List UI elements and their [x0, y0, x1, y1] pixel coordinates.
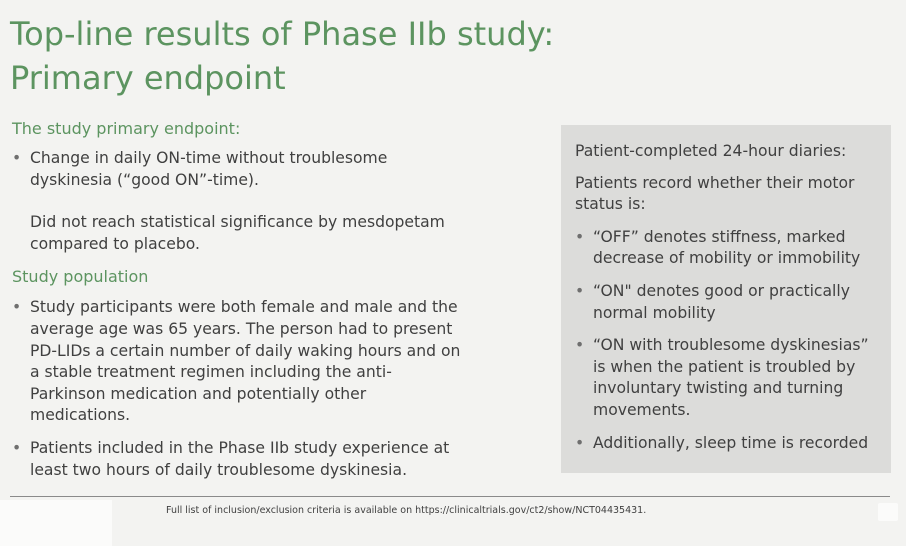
status-text: Additionally, sleep time is recorded — [593, 433, 869, 452]
status-text: “OFF” denotes stiffness, marked decrease of mobility or immobility — [593, 227, 861, 268]
list-item — [12, 148, 462, 191]
diary-info-box — [561, 125, 891, 473]
status-text: “ON with troublesome dyskinesias” is when the patient is troubled by involuntary twisting and turning movements. — [593, 336, 869, 419]
motor-status-list — [575, 227, 877, 454]
primary-endpoint-list — [12, 148, 462, 191]
primary-endpoint-note: Did not reach statistical significance by mesdopetam compared to placebo. — [30, 213, 445, 253]
left-column — [12, 118, 462, 481]
bullet-icon: • — [575, 227, 585, 246]
bullet-icon: • — [12, 298, 22, 317]
bullet-icon: • — [575, 336, 585, 355]
population-text: Study participants were both female and male and the average age was 65 years. The person had to present PD-LIDs a certain number of daily waking hours and on a stable treatment regimen including the anti-Parkinson medication and potentially other medications. — [30, 298, 461, 425]
bullet-icon: • — [12, 438, 22, 457]
corner-patch — [0, 500, 112, 546]
bullet-icon: • — [575, 433, 585, 452]
study-population-list — [12, 297, 462, 481]
population-text: Patients included in the Phase IIb study experience at least two hours of daily troublesome dyskinesia. — [30, 438, 450, 479]
diary-intro: Patient-completed 24-hour diaries: — [575, 142, 847, 160]
study-population-heading: Study population — [12, 267, 149, 287]
list-item — [12, 438, 462, 481]
status-text: “ON" denotes good or practically normal mobility — [593, 281, 850, 322]
list-item — [575, 227, 877, 270]
footer-note: Full list of inclusion/exclusion criteria is available on https://clinicaltrials.gov/ct2/show/NCT04435431. — [166, 505, 647, 516]
diary-lead: Patients record whether their motor status is: — [575, 173, 855, 214]
slide-title: Top-line results of Phase IIb study: Primary endpoint — [10, 15, 555, 97]
list-item — [575, 433, 877, 455]
list-item — [575, 335, 877, 421]
list-item — [575, 281, 877, 324]
list-item — [12, 297, 462, 427]
footer-divider — [10, 496, 890, 497]
corner-patch — [878, 503, 898, 521]
primary-endpoint-text: Change in daily ON-time without troublesome dyskinesia (“good ON”-time). — [30, 149, 388, 189]
primary-endpoint-heading: The study primary endpoint: — [12, 119, 241, 138]
bullet-icon: • — [575, 281, 585, 300]
bullet-icon: • — [12, 149, 22, 167]
